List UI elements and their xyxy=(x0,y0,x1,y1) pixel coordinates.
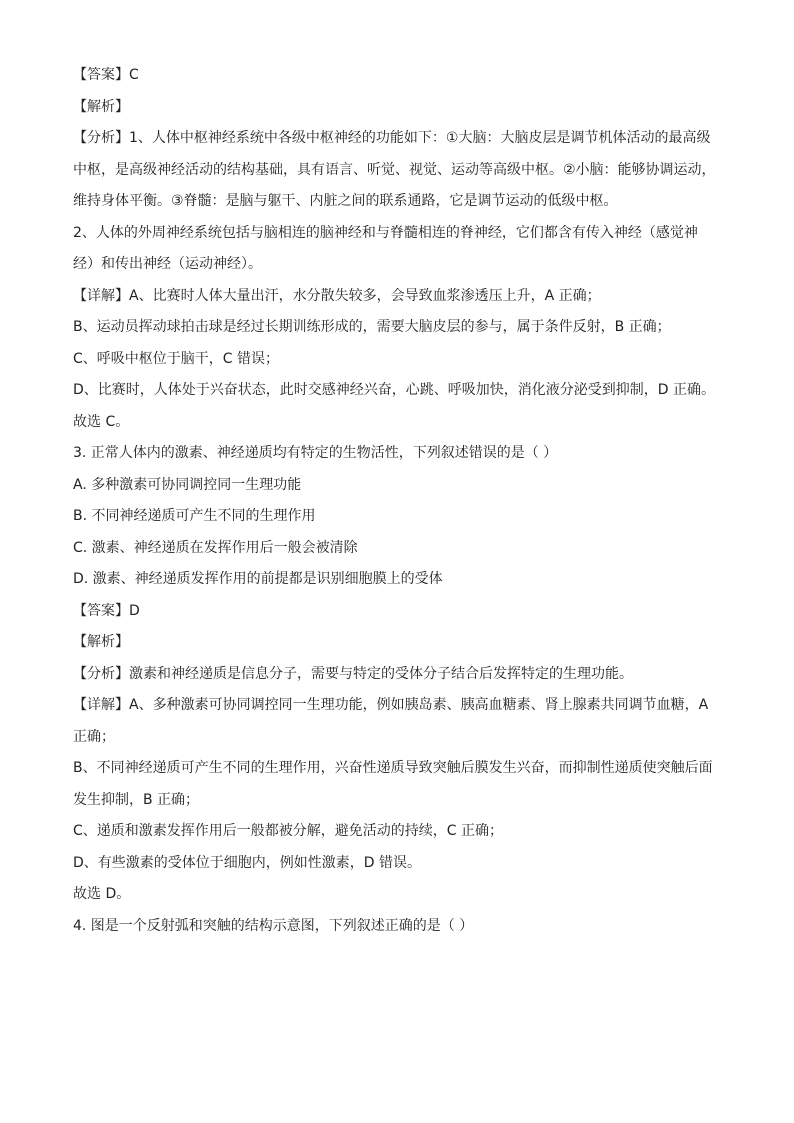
q3-detail-line-a1 xyxy=(73,690,723,722)
q3-option-d: D. 激素、神经递质发挥作用的前提都是识别细胞膜上的受体 xyxy=(73,571,443,587)
fenxi-tag: 【分析】 xyxy=(73,130,129,146)
detail-tag: 【详解】 xyxy=(73,287,129,304)
q2-choose-line: 故选 C。 xyxy=(73,413,130,430)
q2-fenxi-line-2: 中枢，是高级神经活动的结构基础，具有语言、听觉、视觉、运动等高级中枢。②小脑：能够协调运动， xyxy=(73,161,716,178)
q3-detail-line-b2: 发生抑制，B 正确； xyxy=(73,791,200,808)
detail-text: A、比赛时人体大量出汗，水分散失较多，会导致血浆渗透压上升，A 正确； xyxy=(129,287,601,304)
q3-fenxi-line xyxy=(73,659,723,691)
q3-detail-line-d: D、有些激素的受体位于细胞内，例如性激素，D 错误。 xyxy=(73,854,422,871)
answer-tag: 【答案】 xyxy=(73,67,129,83)
fenxi-text: 激素和神经递质是信息分子，需要与特定的受体分子结合后发挥特定的生理功能。 xyxy=(129,665,633,682)
q2-analysis-heading: 【解析】 xyxy=(73,98,129,115)
q3-stem: 3. 正常人体内的激素、神经递质均有特定的生物活性，下列叙述错误的是（ ） xyxy=(73,445,558,461)
detail-text: A、多种激素可协同调控同一生理功能，例如胰岛素、胰高血糖素、肾上腺素共同调节血糖，A xyxy=(129,697,709,713)
q2-detail-line-d: D、比赛时，人体处于兴奋状态，此时交感神经兴奋，心跳、呼吸加快，消化液分泌受到抑制，D 正确。 xyxy=(73,382,716,398)
q3-detail-line-b1: B、不同神经递质可产生不同的生理作用，兴奋性递质导致突触后膜发生兴奋，而抑制性递质使突触后面 xyxy=(73,760,713,776)
document-page xyxy=(73,60,723,942)
q3-option-c: C. 激素、神经递质在发挥作用后一般会被清除 xyxy=(73,539,358,556)
q2-fenxi-line-3: 维持身体平衡。③脊髓：是脑与躯干、内脏之间的联系通路，它是调节运动的低级中枢。 xyxy=(73,193,618,209)
q2-fenxi-line-1 xyxy=(73,123,723,155)
detail-tag: 【详解】 xyxy=(73,697,129,713)
q2-detail-line-a xyxy=(73,281,723,313)
answer-value: C xyxy=(129,67,139,83)
fenxi-tag: 【分析】 xyxy=(73,665,129,682)
q4-stem: 4. 图是一个反射弧和突触的结构示意图，下列叙述正确的是（ ） xyxy=(73,917,474,934)
q3-analysis-heading: 【解析】 xyxy=(73,634,129,650)
q3-detail-line-c: C、递质和激素发挥作用后一般都被分解，避免活动的持续，C 正确； xyxy=(73,823,503,839)
fenxi-text: 1、人体中枢神经系统中各级中枢神经的功能如下：①大脑：大脑皮层是调节机体活动的最高级 xyxy=(129,130,711,146)
answer-tag: 【答案】 xyxy=(73,602,129,619)
q3-detail-line-a2: 正确； xyxy=(73,728,115,745)
q3-option-a: A. 多种激素可协同调控同一生理功能 xyxy=(73,476,302,493)
q2-answer-line xyxy=(73,60,723,92)
q3-answer-line xyxy=(73,596,723,628)
q2-detail-line-b: B、运动员挥动球拍击球是经过长期训练形成的，需要大脑皮层的参与，属于条件反射，B 正确； xyxy=(73,319,671,335)
q3-option-b: B. 不同神经递质可产生不同的生理作用 xyxy=(73,508,316,524)
q3-choose-line: 故选 D。 xyxy=(73,886,131,902)
answer-value: D xyxy=(129,602,140,619)
q2-fenxi-line-5: 经）和传出神经（运动神经）。 xyxy=(73,256,262,272)
q2-detail-line-c: C、呼吸中枢位于脑干，C 错误； xyxy=(73,350,280,367)
q2-fenxi-line-4: 2、人体的外周神经系统包括与脑相连的脑神经和与脊髓相连的脊神经，它们都含有传入神经（感觉神 xyxy=(73,224,698,241)
